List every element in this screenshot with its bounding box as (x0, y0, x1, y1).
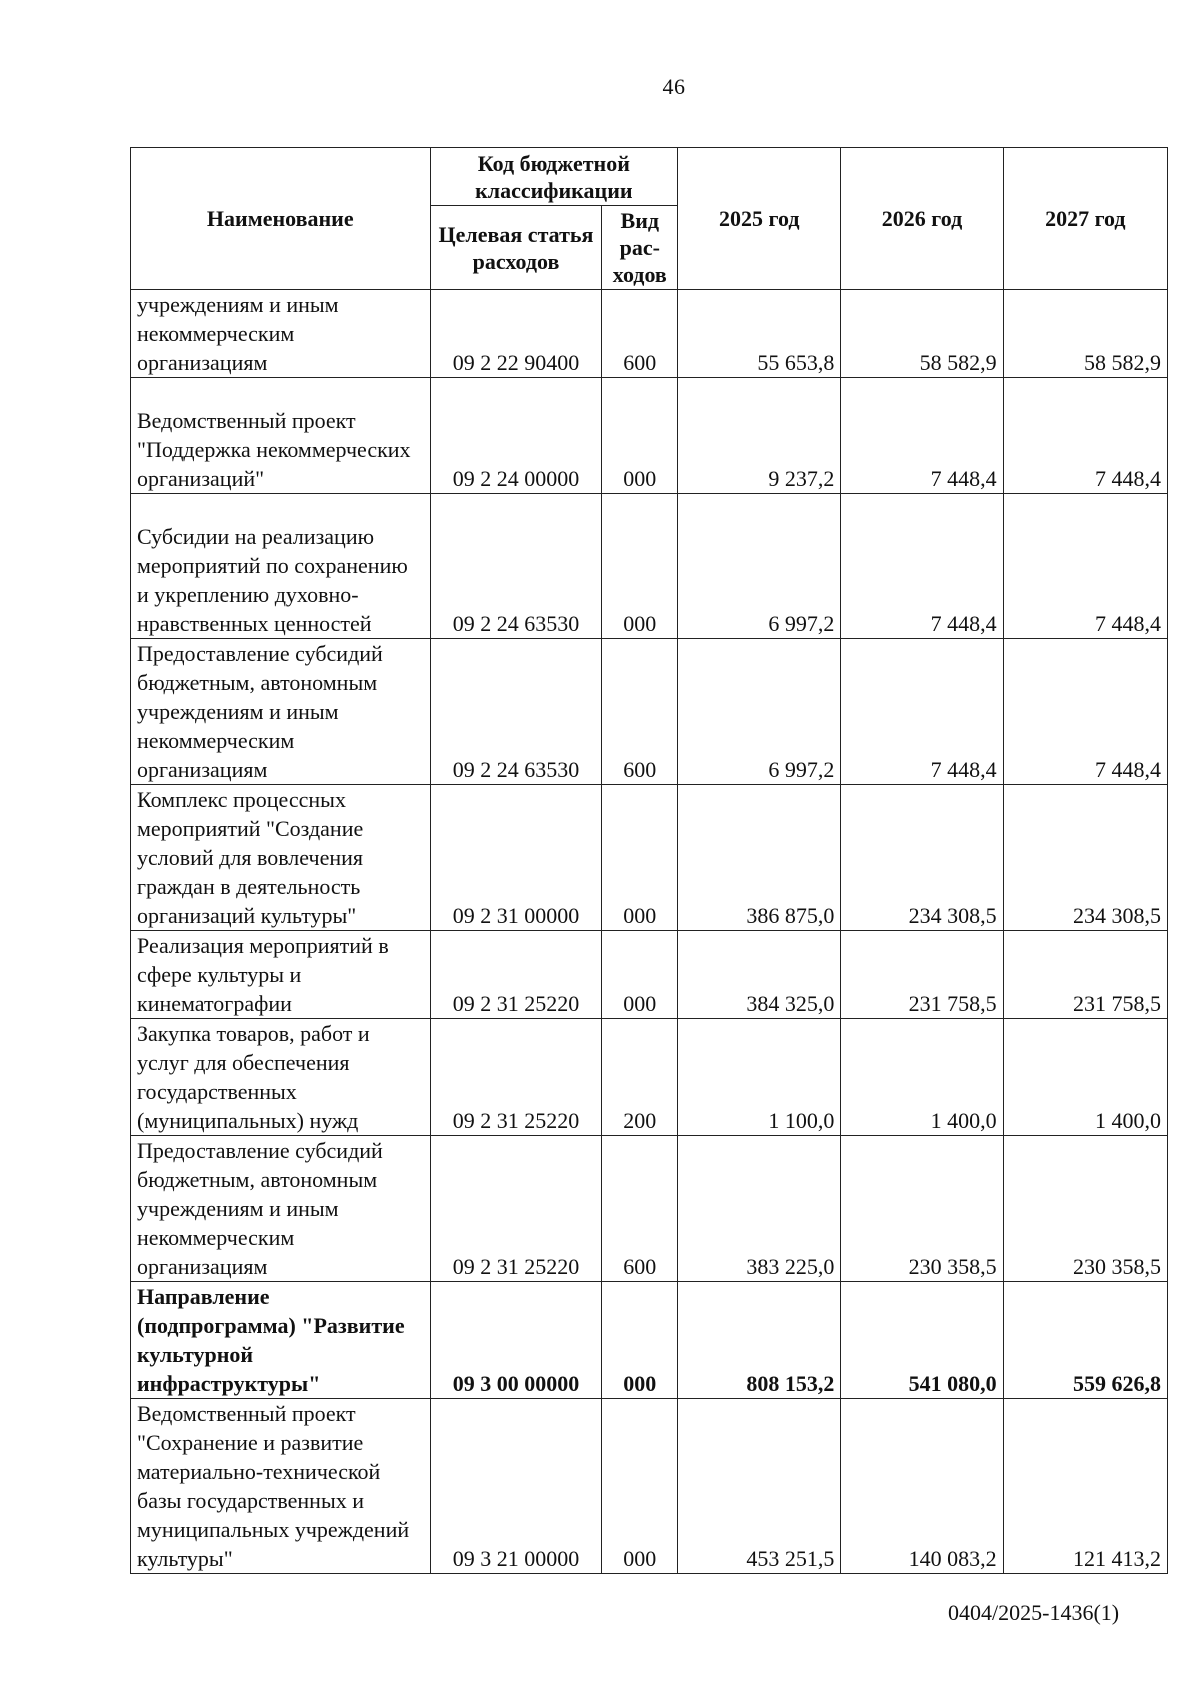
row-2027: 7 448,4 (1003, 378, 1167, 494)
row-kind: 000 (602, 378, 678, 494)
row-2025: 55 653,8 (678, 290, 841, 378)
row-kind: 000 (602, 494, 678, 639)
document-code: 0404/2025-1436(1) (948, 1600, 1120, 1625)
row-2027: 559 626,8 (1003, 1282, 1167, 1399)
row-kind: 000 (602, 1282, 678, 1399)
header-expense-type: Вид рас-ходов (602, 206, 678, 290)
table-row (131, 931, 1168, 1019)
row-2027: 234 308,5 (1003, 785, 1167, 931)
table-row (131, 1136, 1168, 1282)
row-2027: 58 582,9 (1003, 290, 1167, 378)
row-2025: 453 251,5 (678, 1399, 841, 1574)
table-row (131, 494, 1168, 639)
row-2025: 9 237,2 (678, 378, 841, 494)
header-name: Наименование (131, 148, 431, 290)
row-2027: 230 358,5 (1003, 1136, 1167, 1282)
header-2026: 2026 год (841, 148, 1003, 290)
row-code: 09 3 21 00000 (430, 1399, 602, 1574)
row-code: 09 2 24 63530 (430, 639, 602, 785)
row-name: Субсидии на реализацию мероприятий по сохранению и укреплению духовно-нравственных ценностей (131, 494, 431, 639)
row-2025: 6 997,2 (678, 639, 841, 785)
table-row (131, 639, 1168, 785)
row-2027: 7 448,4 (1003, 639, 1167, 785)
row-kind: 600 (602, 1136, 678, 1282)
row-code: 09 3 00 00000 (430, 1282, 602, 1399)
row-2025: 1 100,0 (678, 1019, 841, 1136)
row-name: Направление (подпрограмма) "Развитие культурной инфраструктуры" (131, 1282, 431, 1399)
table-row (131, 290, 1168, 378)
row-code: 09 2 31 25220 (430, 931, 602, 1019)
row-2026: 1 400,0 (841, 1019, 1003, 1136)
header-2025: 2025 год (678, 148, 841, 290)
row-2027: 7 448,4 (1003, 494, 1167, 639)
row-name: учреждениям и иным некоммерческим организациям (131, 290, 431, 378)
row-2025: 6 997,2 (678, 494, 841, 639)
row-2025: 383 225,0 (678, 1136, 841, 1282)
row-2026: 7 448,4 (841, 378, 1003, 494)
table-row (131, 378, 1168, 494)
row-code: 09 2 31 00000 (430, 785, 602, 931)
row-2026: 231 758,5 (841, 931, 1003, 1019)
row-code: 09 2 22 90400 (430, 290, 602, 378)
row-2026: 58 582,9 (841, 290, 1003, 378)
page-number: 46 (662, 74, 686, 99)
row-kind: 200 (602, 1019, 678, 1136)
row-code: 09 2 24 00000 (430, 378, 602, 494)
table-row (131, 1019, 1168, 1136)
row-2025: 386 875,0 (678, 785, 841, 931)
row-2026: 234 308,5 (841, 785, 1003, 931)
row-name: Комплекс процессных мероприятий "Создание условий для вовлечения граждан в деятельность организаций культуры" (131, 785, 431, 931)
table-row (131, 1399, 1168, 1574)
row-kind: 600 (602, 290, 678, 378)
row-name: Ведомственный проект "Сохранение и развитие материально-технической базы государственных и муниципальных учреждений культуры" (131, 1399, 431, 1574)
row-2026: 541 080,0 (841, 1282, 1003, 1399)
row-kind: 600 (602, 639, 678, 785)
row-name: Предоставление субсидий бюджетным, автономным учреждениям и иным некоммерческим организациям (131, 639, 431, 785)
row-2026: 7 448,4 (841, 639, 1003, 785)
row-name: Ведомственный проект "Поддержка некоммерческих организаций" (131, 378, 431, 494)
row-2027: 121 413,2 (1003, 1399, 1167, 1574)
table-row-subprogram (131, 1282, 1168, 1399)
row-kind: 000 (602, 1399, 678, 1574)
row-2027: 231 758,5 (1003, 931, 1167, 1019)
row-2027: 1 400,0 (1003, 1019, 1167, 1136)
row-name: Предоставление субсидий бюджетным, автономным учреждениям и иным некоммерческим организациям (131, 1136, 431, 1282)
row-2025: 808 153,2 (678, 1282, 841, 1399)
table-row (131, 785, 1168, 931)
row-kind: 000 (602, 931, 678, 1019)
header-budget-code: Код бюджетной классификации (430, 148, 678, 206)
row-2025: 384 325,0 (678, 931, 841, 1019)
row-2026: 230 358,5 (841, 1136, 1003, 1282)
header-2027: 2027 год (1003, 148, 1167, 290)
header-target-article: Целевая статья расходов (430, 206, 602, 290)
row-kind: 000 (602, 785, 678, 931)
row-name: Закупка товаров, работ и услуг для обеспечения государственных (муниципальных) нужд (131, 1019, 431, 1136)
row-2026: 7 448,4 (841, 494, 1003, 639)
row-code: 09 2 31 25220 (430, 1019, 602, 1136)
row-code: 09 2 24 63530 (430, 494, 602, 639)
budget-table (130, 147, 1168, 1574)
row-code: 09 2 31 25220 (430, 1136, 602, 1282)
row-name: Реализация мероприятий в сфере культуры и кинематографии (131, 931, 431, 1019)
row-2026: 140 083,2 (841, 1399, 1003, 1574)
